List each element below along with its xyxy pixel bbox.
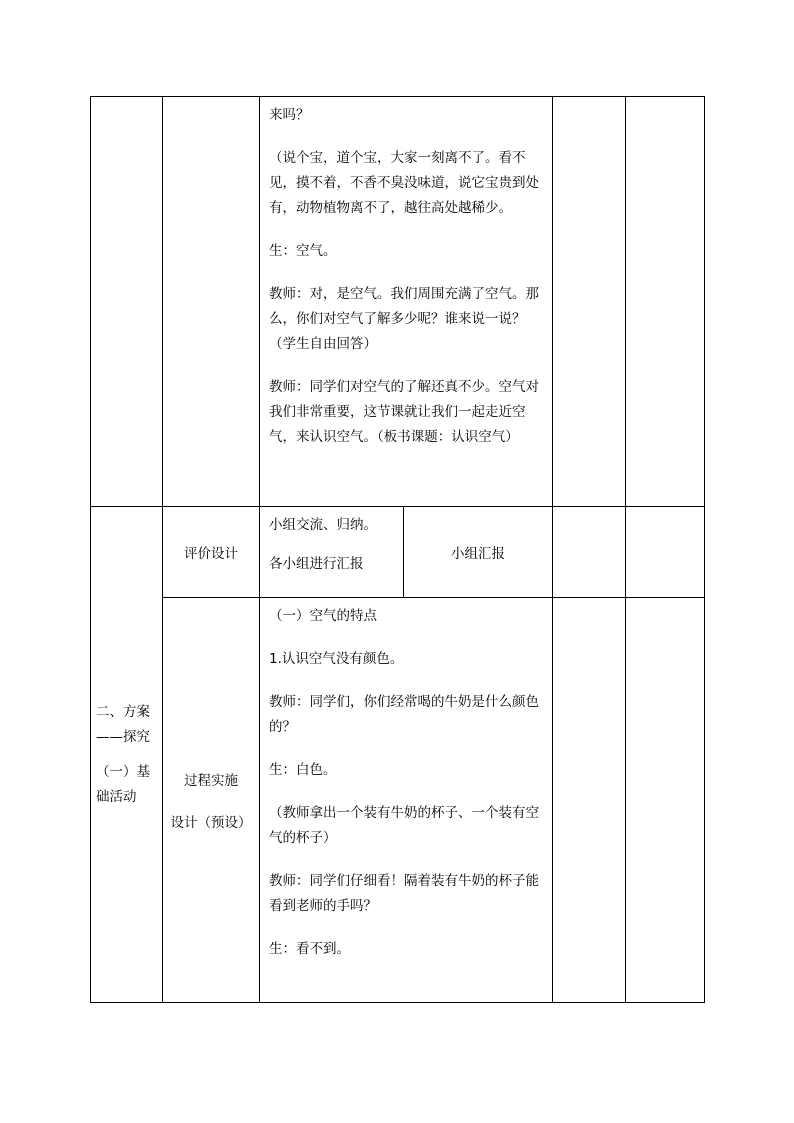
stage-cell-empty bbox=[91, 97, 163, 507]
process-paragraph: 教师：同学们，你们经常喝的牛奶是什么颜色的？ bbox=[269, 694, 539, 735]
process-label-cell bbox=[163, 598, 260, 1003]
process-notes-empty bbox=[553, 598, 626, 1003]
process-paragraph: （教师拿出一个装有牛奶的杯子、一个装有空气的杯子） bbox=[269, 805, 539, 846]
process-label-line: 过程实施 bbox=[184, 773, 238, 789]
remarks-cell-empty bbox=[626, 97, 705, 507]
intro-paragraph: 教师：同学们对空气的了解还真不少。空气对我们非常重要，这节课就让我们一起走近空气，来认识空气。（板书课题：认识空气） bbox=[269, 379, 539, 445]
intro-paragraph: 来吗？ bbox=[269, 107, 310, 123]
lesson-plan-table bbox=[90, 96, 705, 1003]
stage-subtitle: （一）基础活动 bbox=[96, 763, 150, 805]
process-paragraph: 生：白色。 bbox=[269, 762, 337, 778]
intro-paragraph: 生：空气。 bbox=[269, 243, 337, 259]
eval-row bbox=[91, 507, 705, 598]
intro-row bbox=[91, 97, 705, 507]
intro-paragraph: （说个宝，道个宝，大家一刻离不了。看不见，摸不着，不香不臭没味道，说它宝贵到处有，动物植物离不了，越往高处越稀少。 bbox=[269, 150, 539, 216]
process-paragraph: （一）空气的特点 bbox=[269, 608, 377, 624]
notes-cell-empty bbox=[553, 97, 626, 507]
process-remarks-empty bbox=[626, 598, 705, 1003]
eval-content-cell bbox=[260, 507, 404, 598]
eval-notes-empty bbox=[553, 507, 626, 598]
process-row bbox=[91, 598, 705, 1003]
eval-label-cell bbox=[163, 507, 260, 598]
process-label-line: 设计（预设） bbox=[170, 815, 252, 831]
label-cell-empty bbox=[163, 97, 260, 507]
eval-report: 小组汇报 bbox=[451, 546, 505, 562]
process-content-cell bbox=[260, 598, 553, 1003]
intro-paragraph: 教师：对，是空气。我们周围充满了空气。那么，你们对空气了解多少呢？谁来说一说？（学生自由回答） bbox=[269, 286, 539, 352]
intro-content-cell bbox=[260, 97, 553, 507]
stage-cell bbox=[91, 507, 163, 1003]
intro-content bbox=[260, 97, 552, 450]
process-paragraph: 教师：同学们仔细看！隔着装有牛奶的杯子能看到老师的手吗？ bbox=[269, 873, 539, 914]
eval-report-cell bbox=[404, 507, 553, 598]
eval-line: 小组交流、归纳。 bbox=[269, 517, 377, 533]
process-paragraph: 生：看不到。 bbox=[269, 941, 350, 957]
eval-remarks-empty bbox=[626, 507, 705, 598]
stage-title: 二、方案——探究 bbox=[96, 703, 150, 745]
process-paragraph: 1.认识空气没有颜色。 bbox=[269, 651, 404, 667]
eval-line: 各小组进行汇报 bbox=[269, 556, 364, 572]
eval-label: 评价设计 bbox=[184, 546, 238, 562]
process-content bbox=[260, 598, 552, 962]
